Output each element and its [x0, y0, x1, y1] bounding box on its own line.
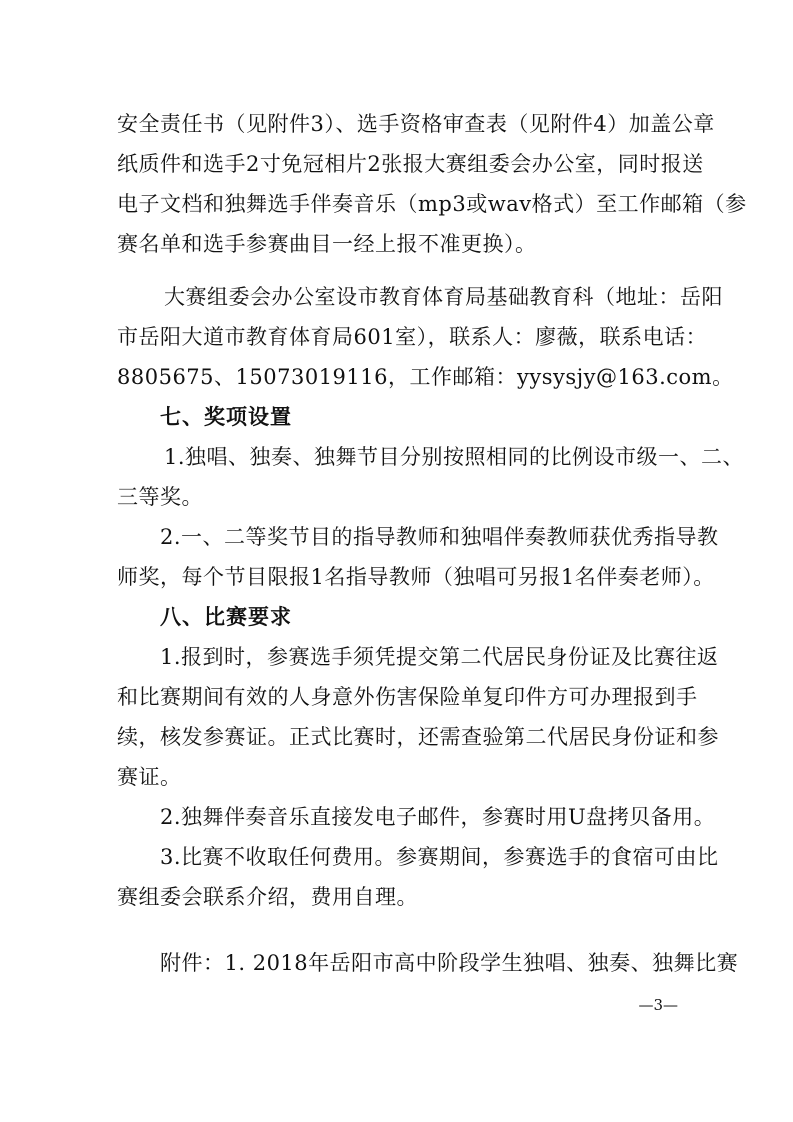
contact-line-3: 8805675、15073019116，工作邮箱：yysysjy@163.com。	[117, 365, 734, 389]
contact-line-1: 大赛组委会办公室设市教育体育局基础教育科（地址：岳阳	[164, 285, 723, 309]
attachments-line: 附件：1. 2018年岳阳市高中阶段学生独唱、独奏、独舞比赛	[160, 951, 739, 975]
body-line-1: 安全责任书（见附件3）、选手资格审查表（见附件4）加盖公章	[117, 112, 715, 136]
contact-line-2: 市岳阳大道市教育体育局601室），联系人：廖薇，联系电话：	[117, 325, 708, 349]
section-heading-requirements: 八、比赛要求	[160, 605, 292, 629]
requirements-line-3: 续，核发参赛证。正式比赛时，还需查验第二代居民身份证和参	[117, 725, 719, 749]
awards-line-3: 2.一、二等奖节目的指导教师和独唱伴奏教师获优秀指导教	[160, 525, 719, 549]
requirements-line-6: 3.比赛不收取任何费用。参赛期间，参赛选手的食宿可由比	[160, 845, 719, 869]
awards-line-1: 1.独唱、独奏、独舞节目分别按照相同的比例设市级一、二、	[164, 445, 745, 469]
section-heading-awards: 七、奖项设置	[160, 405, 292, 429]
requirements-line-5: 2.独舞伴奏音乐直接发电子邮件，参赛时用U盘拷贝备用。	[160, 805, 716, 829]
requirements-line-7: 赛组委会联系介绍，费用自理。	[117, 885, 418, 909]
body-line-2: 纸质件和选手2寸免冠相片2张报大赛组委会办公室，同时报送	[117, 152, 704, 176]
requirements-line-2: 和比赛期间有效的人身意外伤害保险单复印件方可办理报到手	[117, 685, 698, 709]
awards-line-2: 三等奖。	[117, 485, 203, 509]
requirements-line-4: 赛证。	[117, 765, 182, 789]
requirements-line-1: 1.报到时，参赛选手须凭提交第二代居民身份证及比赛往返	[160, 645, 719, 669]
body-line-4: 赛名单和选手参赛曲目一经上报不准更换）。	[117, 232, 537, 256]
awards-line-4: 师奖，每个节目限报1名指导教师（独唱可另报1名伴奏老师）。	[117, 565, 715, 589]
page-number: —3—	[638, 996, 678, 1014]
body-line-3: 电子文档和独舞选手伴奏音乐（mp3或wav格式）至工作邮箱（参	[117, 192, 747, 216]
